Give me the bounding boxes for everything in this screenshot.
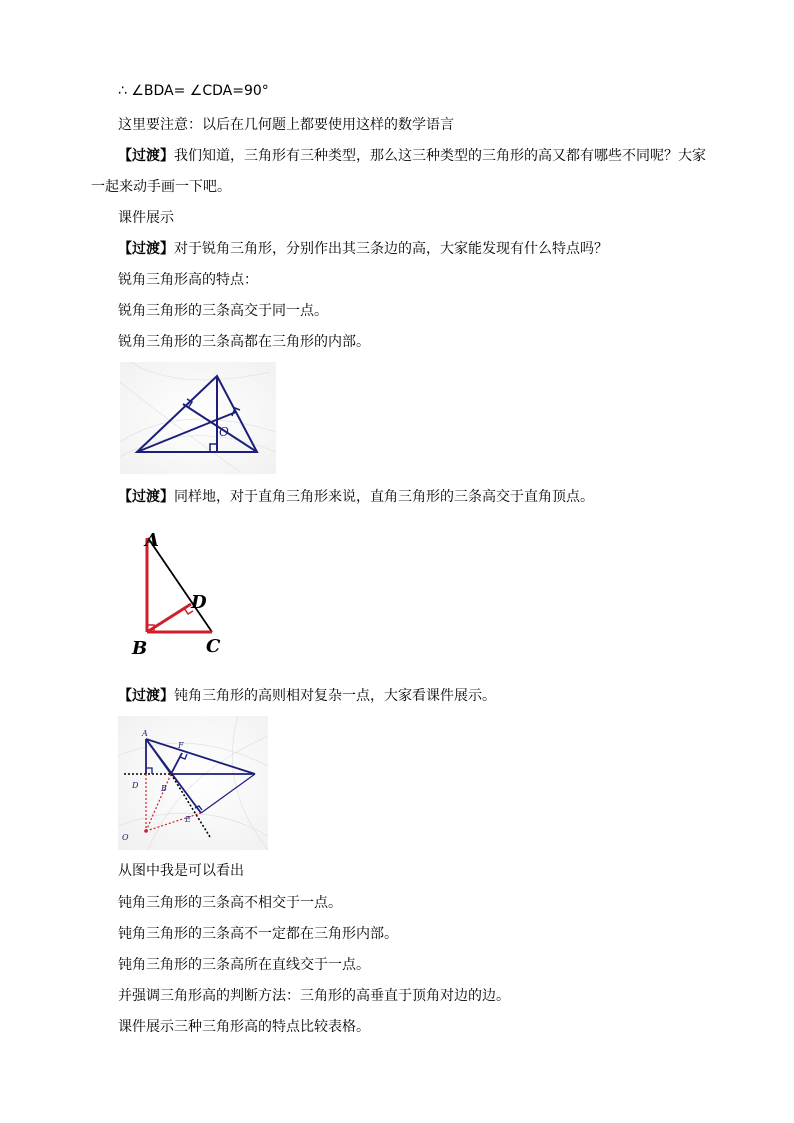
obtuse-triangle-figure	[118, 716, 268, 850]
obtuse-feature-1: 钝角三角形的三条高不相交于一点。	[118, 895, 342, 911]
obtuse-label-d: D	[132, 781, 139, 790]
acute-triangle-figure	[120, 362, 276, 474]
transition-bracket: 【过渡】	[118, 489, 174, 505]
right-label-d: D	[191, 592, 207, 613]
obtuse-label-o: O	[122, 833, 129, 842]
conclusion-line: ∴ ∠BDA= ∠CDA=90°	[118, 83, 269, 99]
observation-intro: 从图中我是可以看出	[118, 863, 244, 879]
right-triangle-figure	[128, 526, 232, 660]
transition-bracket: 【过渡】	[118, 148, 174, 164]
acute-feature-2: 锐角三角形的三条高都在三角形的内部。	[118, 334, 370, 350]
right-label-a: A	[145, 530, 159, 551]
transition-text: 同样地，对于直角三角形来说，直角三角形的三条高交于直角顶点。	[174, 489, 594, 505]
courseware-table-line: 课件展示三种三角形高的特点比较表格。	[118, 1019, 370, 1035]
obtuse-label-a: A	[142, 729, 148, 738]
transition-paragraph-4	[118, 686, 496, 706]
right-label-b: B	[132, 638, 148, 659]
transition-paragraph-3	[118, 487, 594, 507]
method-line: 并强调三角形高的判断方法：三角形的高垂直于顶角对边的边。	[118, 988, 510, 1004]
acute-feature-1: 锐角三角形的三条高交于同一点。	[118, 303, 328, 319]
obtuse-feature-2: 钝角三角形的三条高不一定都在三角形内部。	[118, 926, 398, 942]
note-line: 这里要注意：以后在几何题上都要使用这样的数学语言	[118, 117, 454, 133]
transition-bracket: 【过渡】	[118, 241, 174, 257]
right-label-c: C	[206, 636, 221, 657]
transition-bracket: 【过渡】	[118, 688, 174, 704]
acute-feature-heading: 锐角三角形高的特点：	[118, 272, 258, 288]
transition-text: 我们知道，三角形有三种类型，那么这三种类型的三角形的高又都有哪些不同呢？大家	[174, 148, 706, 164]
obtuse-label-f: F	[178, 741, 184, 750]
transition-paragraph-1	[118, 146, 706, 166]
obtuse-feature-3: 钝角三角形的三条高所在直线交于一点。	[118, 957, 370, 973]
courseware-line: 课件展示	[118, 210, 174, 226]
transition-paragraph-2	[118, 239, 608, 259]
transition-text: 钝角三角形的高则相对复杂一点，大家看课件展示。	[174, 688, 496, 704]
transition-paragraph-1-cont: 一起来动手画一下吧。	[91, 179, 231, 195]
obtuse-label-e: E	[185, 815, 191, 824]
transition-text: 对于锐角三角形，分别作出其三条边的高，大家能发现有什么特点吗？	[174, 241, 608, 257]
obtuse-label-b: B	[161, 784, 167, 793]
acute-orthocenter-label: O	[219, 425, 229, 439]
